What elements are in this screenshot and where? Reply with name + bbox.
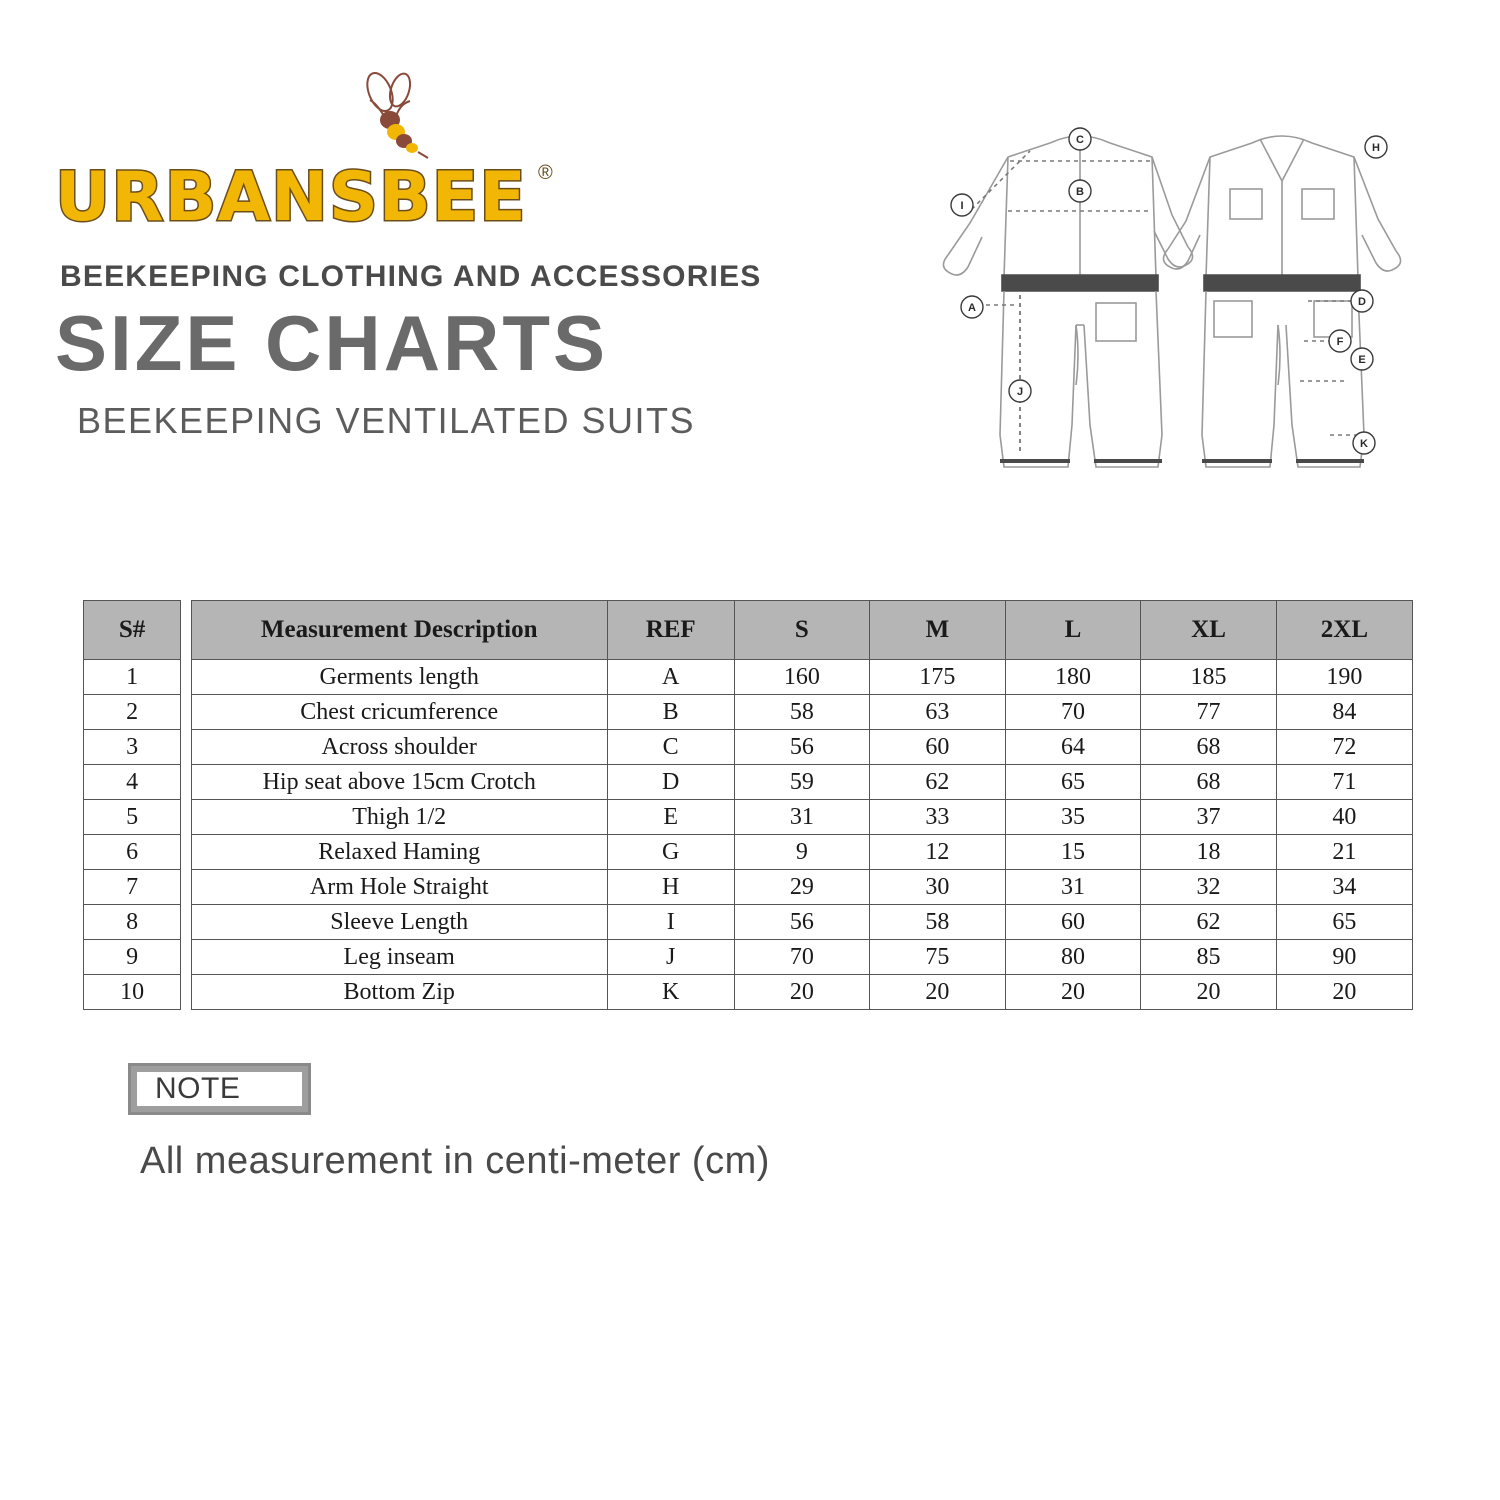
- cell-description: Relaxed Haming: [191, 835, 607, 870]
- table-header: [84, 601, 1413, 660]
- svg-text:J: J: [1016, 386, 1024, 398]
- cell-size-2xl: 34: [1276, 870, 1412, 905]
- cell-ref: A: [607, 660, 734, 695]
- cell-size-l: 60: [1005, 905, 1141, 940]
- cell-size-xl: 68: [1141, 730, 1277, 765]
- header-size-xl: XL: [1141, 601, 1277, 660]
- cell-size-xl: 62: [1141, 905, 1277, 940]
- page-title: SIZE CHARTS: [55, 299, 609, 387]
- cell-description: Arm Hole Straight: [191, 870, 607, 905]
- table-row: [84, 800, 1413, 835]
- page-subtitle: BEEKEEPING VENTILATED SUITS: [77, 400, 695, 441]
- cell-size-s: 31: [734, 800, 870, 835]
- size-chart-table-wrap: [83, 600, 1413, 1010]
- cell-size-xl: 18: [1141, 835, 1277, 870]
- cell-ref: I: [607, 905, 734, 940]
- cell-size-m: 30: [870, 870, 1006, 905]
- cell-size-s: 58: [734, 695, 870, 730]
- cell-size-2xl: 40: [1276, 800, 1412, 835]
- cell-size-xl: 68: [1141, 765, 1277, 800]
- svg-text:E: E: [1358, 354, 1366, 366]
- cell-size-s: 56: [734, 730, 870, 765]
- cell-serial: 7: [84, 870, 181, 905]
- cell-size-s: 160: [734, 660, 870, 695]
- cell-size-l: 70: [1005, 695, 1141, 730]
- table-row: [84, 940, 1413, 975]
- table-row: [84, 835, 1413, 870]
- cell-size-2xl: 65: [1276, 905, 1412, 940]
- table-row: [84, 765, 1413, 800]
- cell-description: Germents length: [191, 660, 607, 695]
- cell-size-s: 20: [734, 975, 870, 1010]
- header-size-s: S: [734, 601, 870, 660]
- cell-serial: 3: [84, 730, 181, 765]
- table-row: [84, 870, 1413, 905]
- cell-size-2xl: 72: [1276, 730, 1412, 765]
- table-header-row: [84, 601, 1413, 660]
- registered-trademark-icon: ®: [538, 162, 553, 184]
- cell-gap: [181, 800, 191, 835]
- cell-gap: [181, 905, 191, 940]
- cell-gap: [181, 660, 191, 695]
- cell-size-m: 62: [870, 765, 1006, 800]
- cell-size-s: 29: [734, 870, 870, 905]
- cell-size-l: 80: [1005, 940, 1141, 975]
- cell-serial: 8: [84, 905, 181, 940]
- cell-size-l: 20: [1005, 975, 1141, 1010]
- cell-ref: K: [607, 975, 734, 1010]
- cell-size-m: 20: [870, 975, 1006, 1010]
- header-size-l: L: [1005, 601, 1141, 660]
- cell-serial: 4: [84, 765, 181, 800]
- table-row: [84, 730, 1413, 765]
- cell-size-l: 180: [1005, 660, 1141, 695]
- cell-gap: [181, 695, 191, 730]
- cell-size-m: 58: [870, 905, 1006, 940]
- header-gap: [181, 601, 191, 660]
- cell-size-l: 31: [1005, 870, 1141, 905]
- note-badge: [128, 1063, 311, 1115]
- page-header: [0, 0, 1500, 520]
- cell-gap: [181, 940, 191, 975]
- cell-gap: [181, 765, 191, 800]
- cell-serial: 6: [84, 835, 181, 870]
- cell-size-l: 65: [1005, 765, 1141, 800]
- cell-size-s: 56: [734, 905, 870, 940]
- table-row: [84, 695, 1413, 730]
- table-row: [84, 660, 1413, 695]
- size-chart-table: [83, 600, 1413, 1010]
- beekeeping-suit-diagram: [900, 95, 1460, 495]
- svg-text:C: C: [1076, 134, 1084, 146]
- cell-size-xl: 85: [1141, 940, 1277, 975]
- cell-description: Leg inseam: [191, 940, 607, 975]
- cell-ref: C: [607, 730, 734, 765]
- cell-size-m: 175: [870, 660, 1006, 695]
- svg-text:I: I: [960, 200, 964, 212]
- cell-serial: 2: [84, 695, 181, 730]
- cell-size-s: 59: [734, 765, 870, 800]
- note-badge-label: NOTE: [137, 1072, 302, 1106]
- cell-gap: [181, 730, 191, 765]
- cell-serial: 1: [84, 660, 181, 695]
- cell-description: Thigh 1/2: [191, 800, 607, 835]
- cell-size-m: 75: [870, 940, 1006, 975]
- brand-tagline: BEEKEEPING CLOTHING AND ACCESSORIES: [60, 260, 762, 293]
- brand-logo-text: URBANSBEE: [55, 158, 527, 237]
- table-body: [84, 660, 1413, 1010]
- cell-size-m: 12: [870, 835, 1006, 870]
- cell-description: Chest cricumference: [191, 695, 607, 730]
- cell-size-s: 9: [734, 835, 870, 870]
- cell-serial: 9: [84, 940, 181, 975]
- note-text: All measurement in centi-meter (cm): [140, 1140, 770, 1182]
- svg-text:K: K: [1360, 438, 1368, 450]
- cell-size-l: 35: [1005, 800, 1141, 835]
- header-measurement-description: Measurement Description: [191, 601, 607, 660]
- cell-size-2xl: 90: [1276, 940, 1412, 975]
- bee-icon: [340, 70, 450, 160]
- svg-text:A: A: [968, 302, 976, 314]
- header-size-m: M: [870, 601, 1006, 660]
- cell-description: Sleeve Length: [191, 905, 607, 940]
- cell-description: Across shoulder: [191, 730, 607, 765]
- cell-gap: [181, 835, 191, 870]
- cell-description: Bottom Zip: [191, 975, 607, 1010]
- cell-ref: D: [607, 765, 734, 800]
- cell-size-2xl: 20: [1276, 975, 1412, 1010]
- svg-text:D: D: [1358, 296, 1366, 308]
- table-row: [84, 975, 1413, 1010]
- cell-gap: [181, 975, 191, 1010]
- cell-size-2xl: 190: [1276, 660, 1412, 695]
- cell-size-l: 64: [1005, 730, 1141, 765]
- cell-serial: 10: [84, 975, 181, 1010]
- table-row: [84, 905, 1413, 940]
- svg-text:F: F: [1336, 336, 1344, 348]
- cell-ref: H: [607, 870, 734, 905]
- cell-size-m: 33: [870, 800, 1006, 835]
- cell-size-xl: 37: [1141, 800, 1277, 835]
- header-size-2xl: 2XL: [1276, 601, 1412, 660]
- header-serial-number: S#: [84, 601, 181, 660]
- cell-size-l: 15: [1005, 835, 1141, 870]
- cell-size-xl: 20: [1141, 975, 1277, 1010]
- cell-size-xl: 77: [1141, 695, 1277, 730]
- svg-text:H: H: [1372, 142, 1380, 154]
- cell-gap: [181, 870, 191, 905]
- cell-description: Hip seat above 15cm Crotch: [191, 765, 607, 800]
- cell-ref: G: [607, 835, 734, 870]
- cell-size-2xl: 21: [1276, 835, 1412, 870]
- cell-size-m: 60: [870, 730, 1006, 765]
- cell-size-2xl: 71: [1276, 765, 1412, 800]
- cell-serial: 5: [84, 800, 181, 835]
- cell-ref: E: [607, 800, 734, 835]
- cell-size-s: 70: [734, 940, 870, 975]
- cell-ref: B: [607, 695, 734, 730]
- cell-size-2xl: 84: [1276, 695, 1412, 730]
- cell-size-xl: 32: [1141, 870, 1277, 905]
- cell-size-m: 63: [870, 695, 1006, 730]
- cell-ref: J: [607, 940, 734, 975]
- header-ref: REF: [607, 601, 734, 660]
- svg-text:B: B: [1076, 186, 1084, 198]
- cell-size-xl: 185: [1141, 660, 1277, 695]
